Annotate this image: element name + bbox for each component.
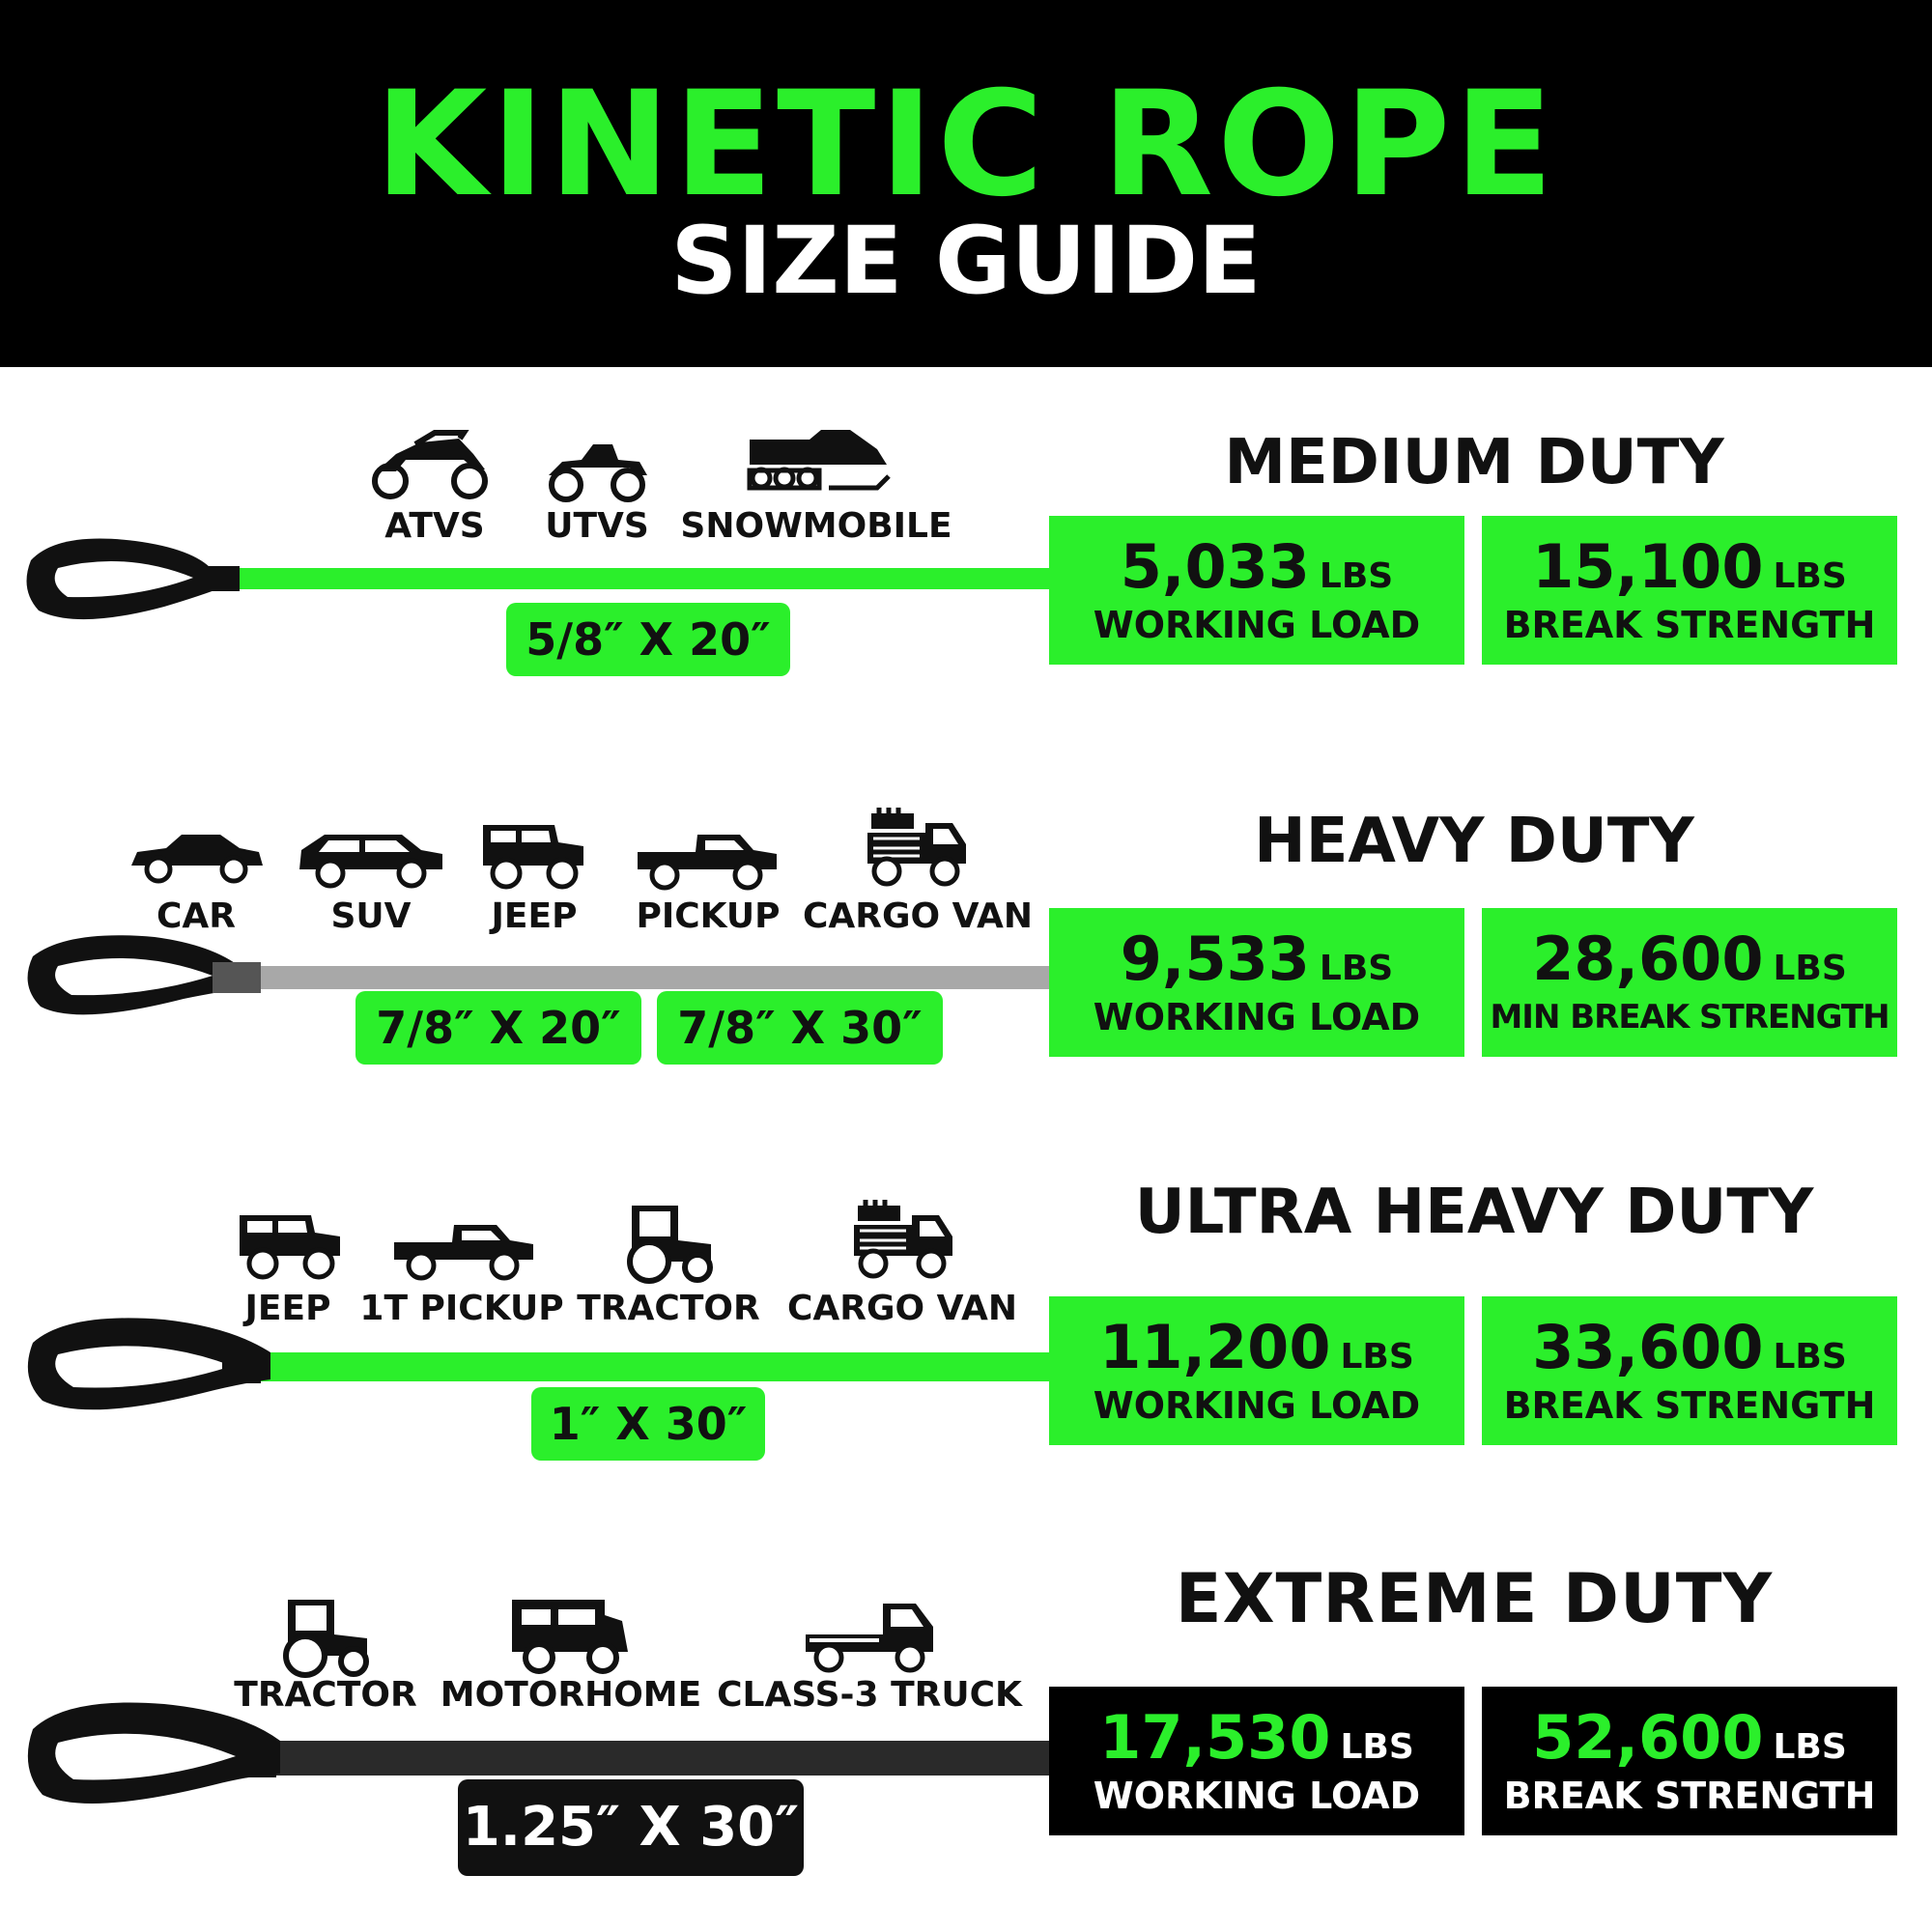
unit-label: LBS bbox=[1340, 1727, 1414, 1767]
working-load-value-row bbox=[1049, 1704, 1464, 1781]
vehicle-label: JEEP bbox=[244, 1289, 331, 1328]
working-load-value: 11,200 bbox=[1099, 1312, 1331, 1382]
vehicle-label: JEEP bbox=[491, 896, 578, 936]
page-subtitle: SIZE GUIDE bbox=[670, 207, 1262, 315]
tractor-icon bbox=[624, 1200, 717, 1285]
duty-title: HEAVY DUTY bbox=[1254, 806, 1694, 877]
working-load-label: WORKING LOAD bbox=[1093, 1775, 1421, 1817]
unit-label: LBS bbox=[1773, 1337, 1847, 1377]
break-strength-label: BREAK STRENGTH bbox=[1503, 1384, 1876, 1427]
vehicle-label: CARGO VAN bbox=[802, 896, 1034, 936]
duty-title: EXTREME DUTY bbox=[1175, 1559, 1774, 1638]
unit-label: LBS bbox=[1773, 1727, 1847, 1767]
break-strength-value: 15,100 bbox=[1532, 531, 1764, 602]
unit-label: LBS bbox=[1340, 1337, 1414, 1377]
section-heavy-duty bbox=[0, 753, 1932, 1140]
break-strength-value-row bbox=[1482, 925, 1897, 1003]
vehicle-label: TRACTOR bbox=[577, 1289, 760, 1328]
working-load-label: WORKING LOAD bbox=[1093, 1384, 1421, 1427]
vehicle-label: 1T PICKUP bbox=[359, 1289, 564, 1328]
break-strength-box bbox=[1482, 908, 1897, 1057]
header-banner bbox=[0, 0, 1932, 367]
car-icon bbox=[128, 829, 265, 885]
working-load-value-row bbox=[1049, 533, 1464, 611]
working-load-value: 5,033 bbox=[1120, 531, 1310, 602]
unit-label: LBS bbox=[1319, 556, 1394, 596]
working-load-value-row bbox=[1049, 1314, 1464, 1391]
section-ultra-heavy-duty bbox=[0, 1140, 1932, 1526]
vehicle-label: TRACTOR bbox=[234, 1675, 417, 1715]
size-tag: 7/8″ X 20″ bbox=[355, 991, 641, 1065]
vehicle-label: CARGO VAN bbox=[786, 1289, 1018, 1328]
working-load-value-row bbox=[1049, 925, 1464, 1003]
break-strength-label: BREAK STRENGTH bbox=[1503, 604, 1876, 646]
break-strength-value-row bbox=[1482, 1704, 1897, 1781]
break-strength-value-row bbox=[1482, 533, 1897, 611]
break-strength-box bbox=[1482, 1296, 1897, 1445]
size-tag: 1″ X 30″ bbox=[531, 1387, 765, 1461]
unit-label: LBS bbox=[1773, 556, 1847, 596]
pickup-icon bbox=[634, 827, 781, 891]
tractor-icon bbox=[280, 1594, 373, 1679]
size-tag: 5/8″ X 20″ bbox=[506, 603, 790, 676]
break-strength-value: 52,600 bbox=[1532, 1702, 1764, 1773]
break-strength-value-row bbox=[1482, 1314, 1897, 1391]
unit-label: LBS bbox=[1773, 949, 1847, 988]
atv-icon bbox=[367, 420, 493, 507]
section-extreme-duty bbox=[0, 1526, 1932, 1913]
break-strength-label: MIN BREAK STRENGTH bbox=[1490, 998, 1889, 1037]
vehicle-label: CLASS-3 TRUCK bbox=[717, 1675, 1022, 1715]
working-load-box bbox=[1049, 1296, 1464, 1445]
working-load-label: WORKING LOAD bbox=[1093, 996, 1421, 1038]
working-load-box bbox=[1049, 516, 1464, 665]
break-strength-value: 33,600 bbox=[1532, 1312, 1764, 1382]
working-load-value: 9,533 bbox=[1120, 923, 1310, 994]
working-load-box bbox=[1049, 908, 1464, 1057]
utv-icon bbox=[543, 427, 651, 514]
duty-title: ULTRA HEAVY DUTY bbox=[1134, 1177, 1814, 1248]
break-strength-label: BREAK STRENGTH bbox=[1503, 1775, 1876, 1817]
jeep-icon bbox=[236, 1209, 344, 1283]
working-load-box bbox=[1049, 1687, 1464, 1835]
vehicle-label: PICKUP bbox=[636, 896, 781, 936]
vehicle-label: SUV bbox=[330, 896, 412, 936]
unit-label: LBS bbox=[1319, 949, 1394, 988]
section-medium-duty bbox=[0, 367, 1932, 753]
break-strength-box bbox=[1482, 1687, 1897, 1835]
working-load-value: 17,530 bbox=[1099, 1702, 1331, 1773]
duty-title: MEDIUM DUTY bbox=[1224, 427, 1724, 498]
page-title: KINETIC ROPE bbox=[375, 61, 1557, 229]
size-tag: 1.25″ X 30″ bbox=[458, 1779, 804, 1876]
snowmobile-icon bbox=[742, 415, 893, 502]
vehicle-label: ATVS bbox=[384, 506, 485, 546]
vehicle-label: SNOWMOBILE bbox=[680, 506, 952, 546]
motorhome-icon bbox=[508, 1590, 632, 1677]
vehicle-label: CAR bbox=[156, 896, 237, 936]
break-strength-value: 28,600 bbox=[1532, 923, 1764, 994]
vehicle-label: UTVS bbox=[545, 506, 649, 546]
vehicle-label: MOTORHOME bbox=[440, 1675, 702, 1715]
pickup-icon bbox=[390, 1217, 537, 1281]
cargo-van-icon bbox=[864, 806, 970, 889]
suv-icon bbox=[296, 829, 446, 889]
cargo-van-icon bbox=[850, 1198, 956, 1281]
break-strength-box bbox=[1482, 516, 1897, 665]
working-load-label: WORKING LOAD bbox=[1093, 604, 1421, 646]
size-tag: 7/8″ X 30″ bbox=[657, 991, 943, 1065]
class-3-truck-icon bbox=[802, 1596, 937, 1677]
jeep-icon bbox=[479, 819, 587, 893]
